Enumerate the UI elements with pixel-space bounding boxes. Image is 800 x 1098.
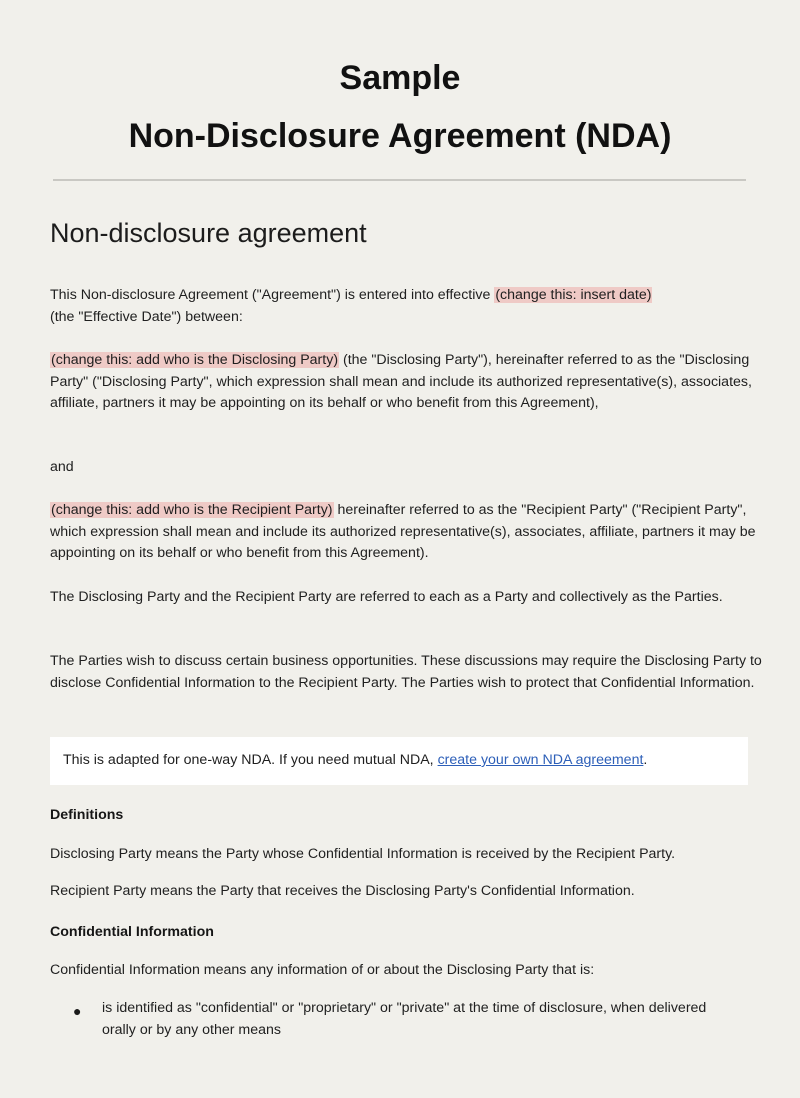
confidential-information-intro: Confidential Information means any information of or about the Disclosing Party that is: xyxy=(50,962,595,978)
section-heading: Non-disclosure agreement xyxy=(50,218,367,248)
confidential-information-heading: Confidential Information xyxy=(50,924,214,940)
placeholder-date-highlight: (change this: insert date) xyxy=(495,287,652,303)
definitions-heading: Definitions xyxy=(50,807,124,823)
create-nda-link[interactable]: create your own NDA agreement xyxy=(437,752,644,768)
placeholder-recipient-party-highlight: (change this: add who is the Recipient Party) xyxy=(51,502,333,518)
intro-paragraph xyxy=(50,285,770,328)
parties-paragraph: The Disclosing Party and the Recipient Party are referred to each as a Party and collectively as the Parties. xyxy=(50,589,723,605)
callout-end: . xyxy=(643,752,648,768)
disclosing-party-paragraph xyxy=(50,350,770,415)
recipient-party-text: hereinafter referred to as the "Recipient Party" ("Recipient Party", which expression shall mean and include its authorized representative(s), associates, affiliate, partners it may be appointing on its behalf or who benefit from this Agreement). xyxy=(50,502,756,561)
disclosing-party-text: (the "Disclosing Party"), hereinafter referred to as the "Disclosing Party" ("Disclosing Party", which expression shall mean and include its authorized representative(s), associates, affiliate, partners it may be appointing on its behalf or who benefit from this Agreement), xyxy=(50,352,752,411)
list-item: is identified as "confidential" or "proprietary" or "private" at the time of disclosure, when delivered orally or by any other means xyxy=(102,1000,707,1038)
purpose-paragraph: The Parties wish to discuss certain business opportunities. These discussions may require the Disclosing Party to disclose Confidential Information to the Recipient Party. The Parties wish to protect that Confidential Information. xyxy=(50,653,762,691)
definition-recipient-party: Recipient Party means the Party that receives the Disclosing Party's Confidential Information. xyxy=(50,883,635,899)
title-divider xyxy=(53,179,746,181)
note-callout xyxy=(50,737,748,785)
bullet-dot-icon: ● xyxy=(73,1003,82,1019)
callout-message: This is adapted for one-way NDA. If you need mutual NDA, xyxy=(63,752,438,768)
intro-text: This Non-disclosure Agreement ("Agreement") is entered into effective xyxy=(50,287,495,303)
and-text: and xyxy=(50,459,74,475)
document-title-line1: Sample xyxy=(339,59,461,97)
intro-text-after: (the "Effective Date") between: xyxy=(50,308,243,325)
recipient-party-paragraph xyxy=(50,500,770,565)
definition-disclosing-party: Disclosing Party means the Party whose Confidential Information is received by the Recipient Party. xyxy=(50,846,676,862)
placeholder-disclosing-party-highlight: (change this: add who is the Disclosing Party) xyxy=(51,352,339,368)
document-title-line2: Non-Disclosure Agreement (NDA) xyxy=(128,117,672,155)
callout-text xyxy=(63,750,647,771)
